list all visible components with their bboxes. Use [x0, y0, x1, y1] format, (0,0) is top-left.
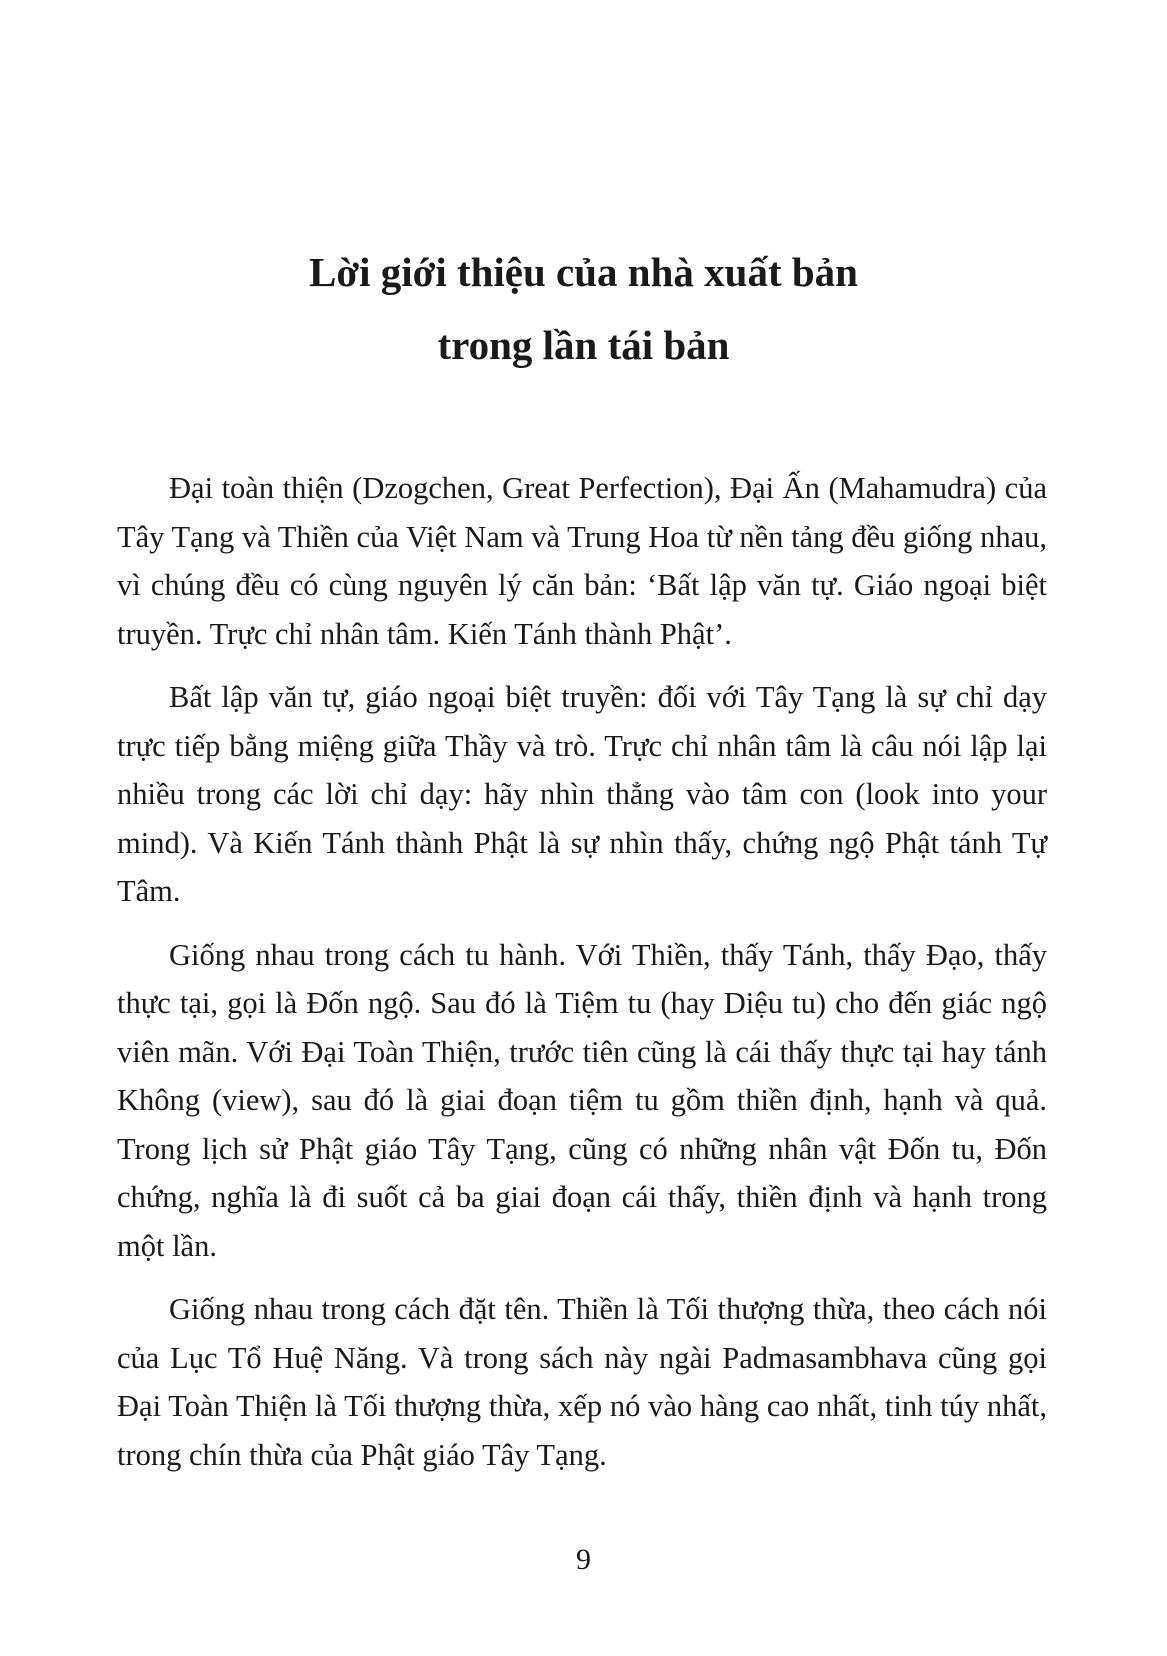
- paragraph-4: Giống nhau trong cách đặt tên. Thiền là Tối thượng thừa, theo cách nói của Lục Tổ Huệ Năng. Và trong sách này ngài Padmasambhava cũng gọi Đại Toàn Thiện là Tối thượng thừa, xếp nó vào hàng cao nhất, tinh túy nhất, trong chín thừa của Phật giáo Tây Tạng.: [117, 1292, 1047, 1472]
- paragraph-3: Giống nhau trong cách tu hành. Với Thiền, thấy Tánh, thấy Đạo, thấy thực tại, gọi là Đốn ngộ. Sau đó là Tiệm tu (hay Diệu tu) cho đến giác ngộ viên mãn. Với Đại Toàn Thiện, trước tiên cũng là cái thấy thực tại hay tánh Không (view), sau đó là giai đoạn tiệm tu gồm thiền định, hạnh và quả. Trong lịch sử Phật giáo Tây Tạng, cũng có những nhân vật Đốn tu, Đốn chứng, nghĩa là đi suốt cả ba giai đoạn cái thấy, thiền định và hạnh trong một lần.: [117, 937, 1047, 1263]
- body-text: [117, 464, 1047, 1494]
- paragraph-2: Bất lập văn tự, giáo ngoại biệt truyền: đối với Tây Tạng là sự chỉ dạy trực tiếp bằng miệng giữa Thầy và trò. Trực chỉ nhân tâm là câu nói lập lại nhiều trong các lời chỉ dạy: hãy nhìn thẳng vào tâm con (look into your mind). Và Kiến Tánh thành Phật là sự nhìn thấy, chứng ngộ Phật tánh Tự Tâm.: [117, 680, 1047, 908]
- title-line-1: Lời giới thiệu của nhà xuất bản: [309, 249, 858, 295]
- page-number: 9: [576, 1543, 591, 1576]
- paragraph-1: Đại toàn thiện (Dzogchen, Great Perfection), Đại Ấn (Mahamudra) của Tây Tạng và Thiền của Việt Nam và Trung Hoa từ nền tảng đều giống nhau, vì chúng đều có cùng nguyên lý căn bản: ‘Bất lập văn tự. Giáo ngoại biệt truyền. Trực chỉ nhân tâm. Kiến Tánh thành Phật’.: [117, 471, 1047, 651]
- page-title: [0, 236, 1167, 382]
- title-line-2: trong lần tái bản: [437, 322, 730, 368]
